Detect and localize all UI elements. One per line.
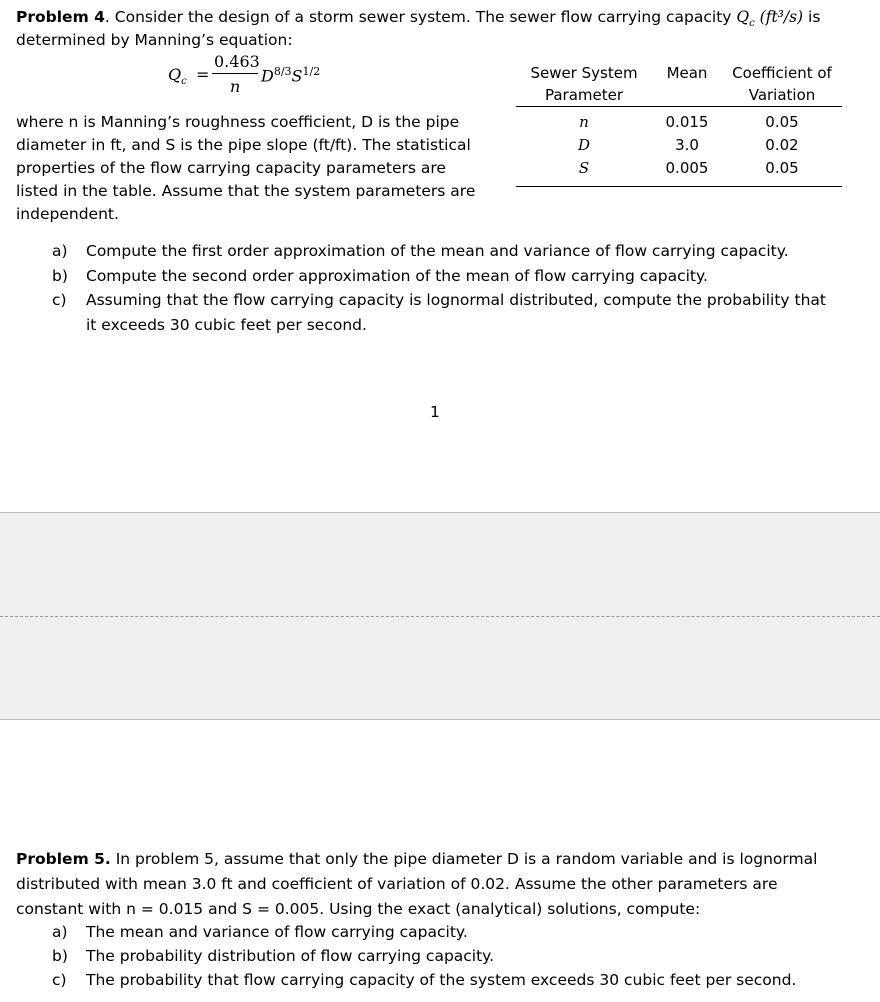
list-item (16, 288, 826, 313)
eq-equals: = (196, 65, 210, 84)
problem4-body-line-1: where n is Manning’s roughness coefficient, D is the pipe (16, 113, 460, 131)
eq-fraction-bar (212, 73, 258, 74)
item-label: a) (52, 923, 68, 941)
table-row (516, 157, 842, 187)
problem4-title: Problem 4 (16, 8, 105, 26)
table-row (516, 134, 842, 157)
problem5-title: Problem 5. (16, 850, 111, 868)
header-mean: Mean (652, 62, 722, 107)
item-label: a) (52, 242, 68, 260)
page-break-dashed-line (0, 616, 880, 617)
page-number: 1 (430, 403, 440, 421)
mannings-equation (168, 52, 368, 100)
list-item (16, 920, 796, 944)
list-item (16, 264, 826, 289)
eq-S-exp: 1/2 (302, 65, 321, 78)
problem5-question-list (16, 920, 796, 992)
item-label: c) (52, 291, 67, 309)
item-text: Compute the second order approximation of the mean of flow carrying capacity. (86, 266, 708, 285)
list-item (16, 968, 796, 992)
intro-is: is (803, 8, 821, 26)
list-item (16, 944, 796, 968)
item-label: b) (52, 947, 68, 965)
problem4-body-line-3: properties of the flow carrying capacity parameters are (16, 159, 446, 177)
item-text: Compute the first order approximation of the mean and variance of flow carrying capacity. (86, 242, 789, 260)
cell-mean: 0.015 (665, 113, 709, 131)
problem4-body-line-5: independent. (16, 205, 119, 223)
cell-cov: 0.02 (765, 136, 799, 154)
cell-param: D (577, 136, 591, 154)
item-text: The probability that flow carrying capacity of the system exceeds 30 cubic feet per second. (86, 971, 797, 989)
problem4-intro-text: . Consider the design of a storm sewer system. The sewer flow carrying capacity (104, 8, 737, 26)
table-header-row (516, 62, 842, 107)
item-text: The probability distribution of flow carrying capacity. (86, 947, 495, 965)
item-text: it exceeds 30 cubic feet per second. (86, 315, 367, 334)
cell-cov: 0.05 (722, 157, 842, 187)
problem4-body-line-4: listed in the table. Assume that the system parameters are (16, 182, 476, 200)
problem5-line2: distributed with mean 3.0 ft and coefficient of variation of 0.02. Assume the other parameters are (16, 875, 778, 893)
eq-lhs-letter: Q (168, 65, 182, 84)
eq-numerator: 0.463 (214, 52, 260, 71)
eq-lhs-sub: c (181, 76, 187, 88)
header-cov: Coefficient of Variation (722, 62, 842, 107)
problem5-line1 (16, 848, 817, 871)
eq-lhs (168, 65, 187, 87)
item-text: The mean and variance of flow carrying capacity. (86, 923, 468, 941)
parameter-table (516, 62, 842, 187)
cell-mean: 3.0 (675, 136, 699, 154)
cell-mean: 0.005 (652, 157, 722, 187)
eq-D: D (261, 66, 274, 86)
qc-sub: c (749, 18, 755, 30)
qc-symbol (736, 8, 755, 30)
qc-letter: Q (736, 8, 750, 26)
cell-param: n (579, 113, 589, 131)
eq-S: S (291, 66, 303, 86)
list-item (16, 239, 826, 264)
item-text: Assuming that the flow carrying capacity is lognormal distributed, compute the probability that (86, 291, 827, 309)
table-row (516, 107, 842, 135)
list-item (16, 313, 826, 338)
units: (ft³/s) (759, 8, 804, 26)
page-break-gap (0, 512, 880, 720)
item-label: b) (52, 266, 68, 285)
problem5-line1-text: In problem 5, assume that only the pipe diameter D is a random variable and is lognormal (110, 850, 818, 868)
cell-param: S (516, 157, 652, 187)
eq-rhs (261, 65, 320, 85)
cell-cov: 0.05 (765, 113, 799, 131)
problem4-intro-line2: determined by Manning’s equation: (16, 31, 293, 49)
header-parameter: Sewer System Parameter (516, 62, 652, 107)
eq-D-exp: 8/3 (273, 65, 292, 78)
problem4-question-list (16, 239, 826, 337)
eq-denominator: n (230, 77, 241, 96)
item-label: c) (52, 971, 67, 989)
problem4-body-line-2: diameter in ft, and S is the pipe slope (ft/ft). The statistical (16, 136, 471, 154)
problem5-line3: constant with n = 0.015 and S = 0.005. Using the exact (analytical) solutions, compute: (16, 900, 701, 918)
